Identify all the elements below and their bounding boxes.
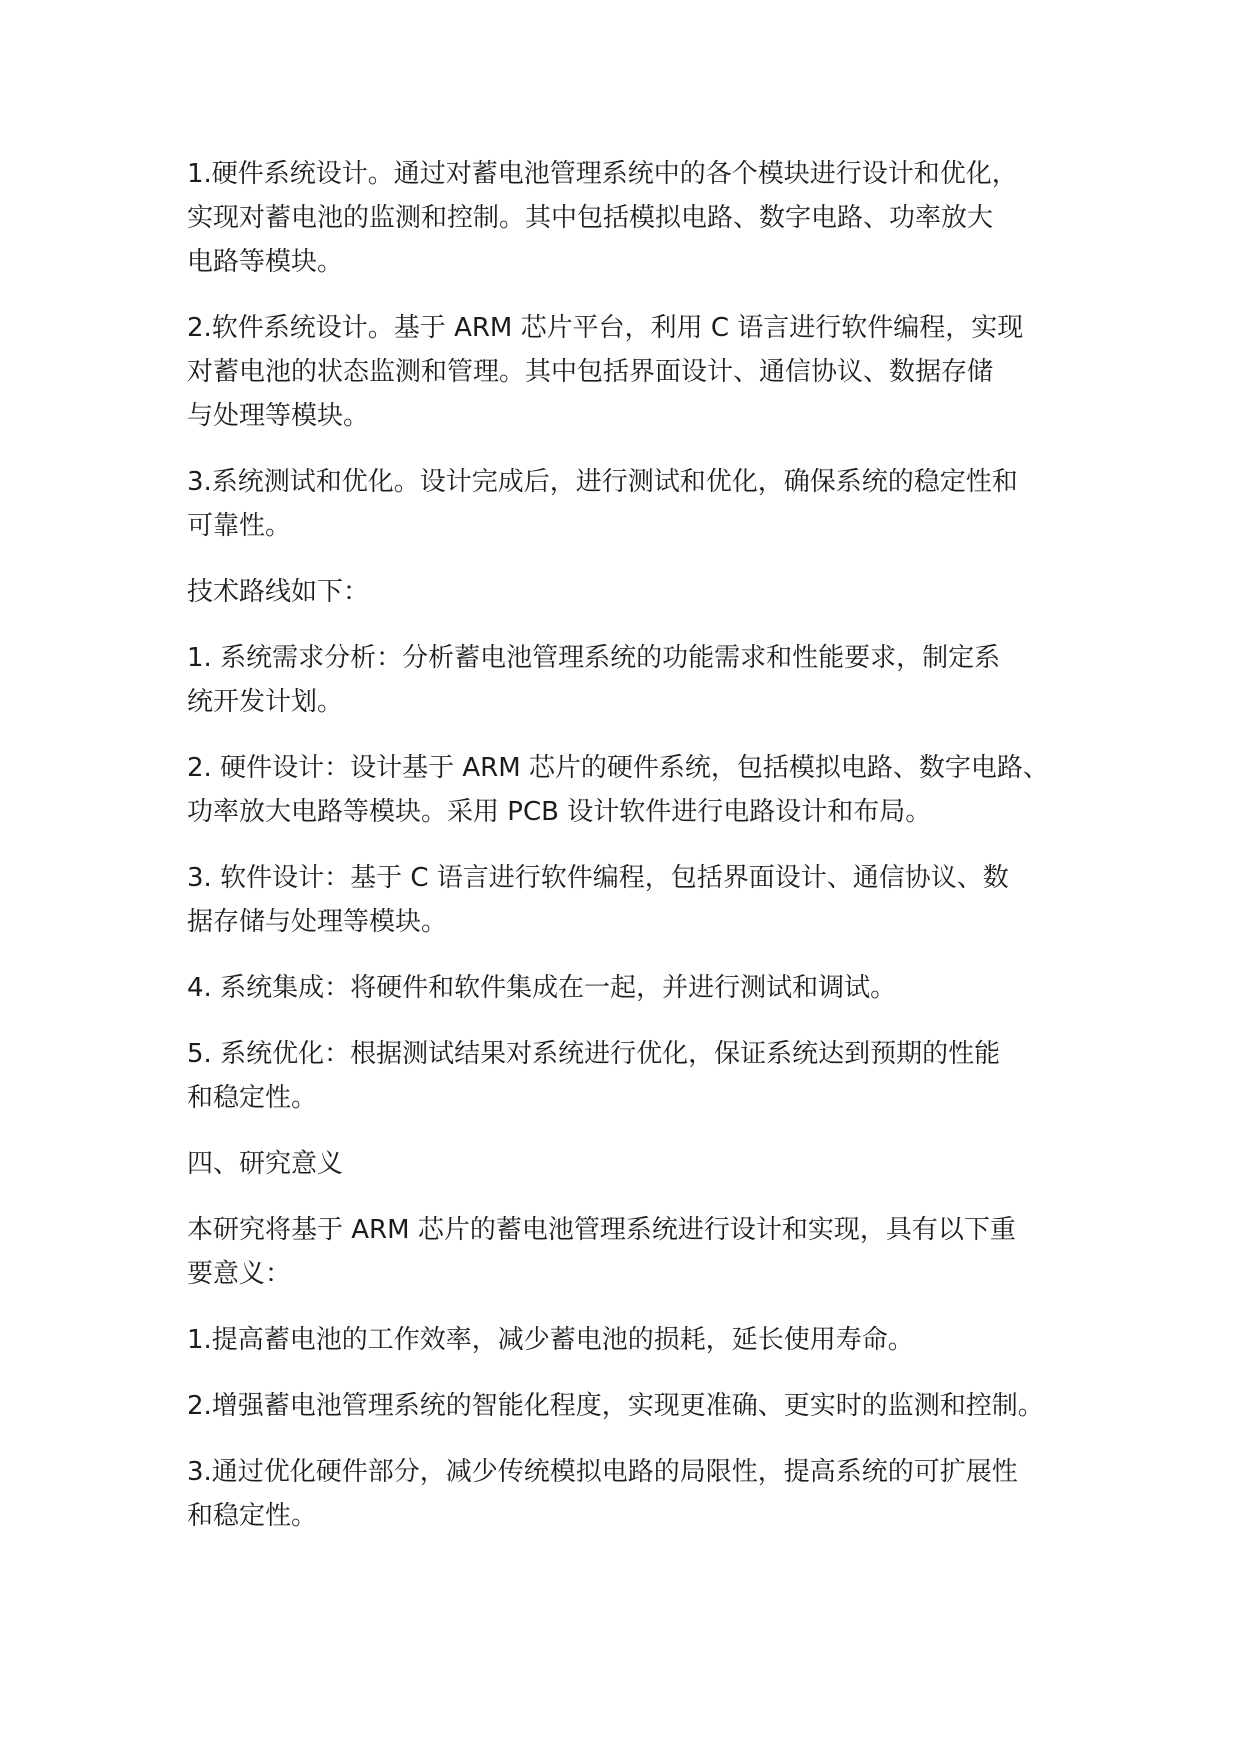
text-line: 电路等模块。 (187, 247, 344, 277)
text-line: 要意义： (187, 1259, 292, 1289)
text-line: 对蓄电池的状态监测和管理。其中包括界面设计、通信协议、数据存储 (187, 357, 994, 387)
text-line: 据存储与处理等模块。 (187, 907, 448, 937)
text-line: 5. 系统优化：根据测试结果对系统进行优化，保证系统达到预期的性能 (187, 1039, 1001, 1069)
text-line: 2.软件系统设计。基于 ARM 芯片平台，利用 C 语言进行软件编程，实现 (187, 313, 1024, 343)
paragraph-hardware-design (187, 152, 1067, 284)
document-body (187, 152, 1067, 1560)
text-line: 1.硬件系统设计。通过对蓄电池管理系统中的各个模块进行设计和优化， (187, 159, 1018, 189)
paragraph-significance-1 (187, 1318, 1067, 1362)
paragraph-significance-2 (187, 1384, 1067, 1428)
text-line: 实现对蓄电池的监测和控制。其中包括模拟电路、数字电路、功率放大 (187, 203, 994, 233)
text-line: 本研究将基于 ARM 芯片的蓄电池管理系统进行设计和实现，具有以下重 (187, 1215, 1016, 1245)
text-line: 3. 软件设计：基于 C 语言进行软件编程，包括界面设计、通信协议、数 (187, 863, 1009, 893)
paragraph-technical-route-heading (187, 570, 1067, 614)
text-line: 3.系统测试和优化。设计完成后，进行测试和优化，确保系统的稳定性和 (187, 467, 1018, 497)
text-line: 技术路线如下： (187, 577, 370, 607)
text-line: 3.通过优化硬件部分，减少传统模拟电路的局限性，提高系统的可扩展性 (187, 1457, 1018, 1487)
paragraph-testing-optimization (187, 460, 1067, 548)
paragraph-route-step-4 (187, 966, 1067, 1010)
text-line: 可靠性。 (187, 511, 292, 541)
paragraph-route-step-5 (187, 1032, 1067, 1120)
paragraph-software-design (187, 306, 1067, 438)
text-line: 统开发计划。 (187, 687, 344, 717)
text-line: 4. 系统集成：将硬件和软件集成在一起，并进行测试和调试。 (187, 973, 897, 1003)
paragraph-route-step-3 (187, 856, 1067, 944)
text-line: 和稳定性。 (187, 1083, 318, 1113)
text-line: 1. 系统需求分析：分析蓄电池管理系统的功能需求和性能要求，制定系 (187, 643, 1001, 673)
text-line: 与处理等模块。 (187, 401, 370, 431)
text-line: 2.增强蓄电池管理系统的智能化程度，实现更准确、更实时的监测和控制。 (187, 1391, 1044, 1421)
section-heading-research-significance (187, 1142, 1067, 1186)
paragraph-significance-3 (187, 1450, 1067, 1538)
paragraph-route-step-1 (187, 636, 1067, 724)
paragraph-route-step-2 (187, 746, 1067, 834)
text-line: 四、研究意义 (187, 1149, 344, 1179)
text-line: 功率放大电路等模块。采用 PCB 设计软件进行电路设计和布局。 (187, 797, 932, 827)
text-line: 和稳定性。 (187, 1501, 318, 1531)
text-line: 2. 硬件设计：设计基于 ARM 芯片的硬件系统，包括模拟电路、数字电路、 (187, 753, 1049, 783)
text-line: 1.提高蓄电池的工作效率，减少蓄电池的损耗，延长使用寿命。 (187, 1325, 914, 1355)
paragraph-significance-intro (187, 1208, 1067, 1296)
